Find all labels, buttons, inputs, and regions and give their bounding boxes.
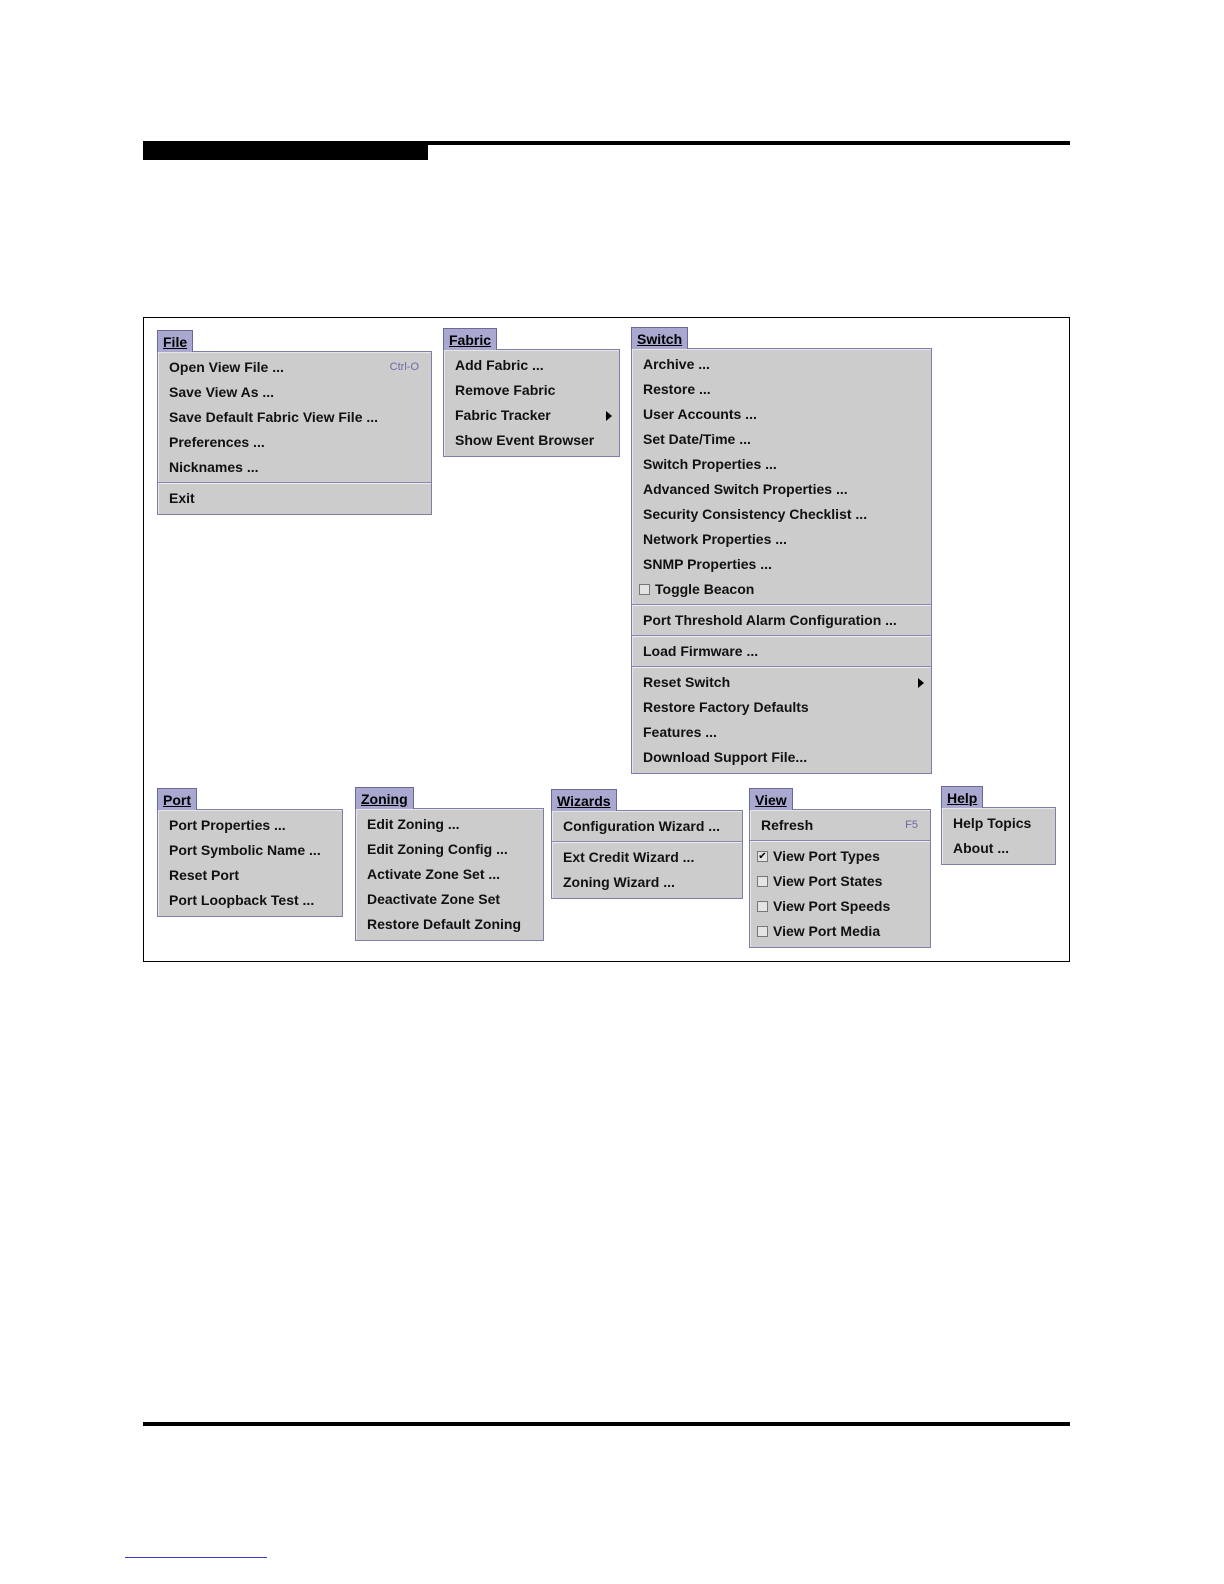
menu-item-label: Remove Fabric [455,382,556,398]
menu-item-archive[interactable] [632,352,931,377]
file-menu [157,330,432,515]
menu-item-ext-credit-wizard[interactable] [552,845,742,870]
menu-item-view-port-types[interactable] [750,844,930,869]
menu-item-label: View Port Types [773,848,880,864]
menu-item-label: Edit Zoning ... [367,816,460,832]
view-menu-panel [749,809,931,948]
menu-item-label: Set Date/Time ... [643,431,751,447]
menu-item-show-event-browser[interactable] [444,428,619,453]
menu-item-preferences[interactable] [158,430,431,455]
fabric-menu-panel [443,349,620,457]
menu-separator [632,604,931,606]
menu-item-toggle-beacon[interactable] [632,577,931,602]
wizards-menu-panel [551,810,743,899]
shortcut-label: F5 [905,819,918,831]
menu-item-port-loopback-test[interactable] [158,888,342,913]
menu-item-label: Show Event Browser [455,432,595,448]
menu-item-label: Restore Factory Defaults [643,699,809,715]
checkbox-icon[interactable] [757,926,768,937]
menu-item-label: Help Topics [953,815,1032,831]
file-menu-panel [157,351,432,515]
zoning-menu-panel [355,808,544,941]
menu-title-help[interactable]: Help [941,786,983,808]
menu-item-label: Restore Default Zoning [367,916,522,932]
menu-item-label: Restore ... [643,381,711,397]
checkbox-icon[interactable] [757,901,768,912]
menu-item-view-port-states[interactable] [750,869,930,894]
menu-item-label: Toggle Beacon [655,581,755,597]
menu-item-label: Port Loopback Test ... [169,892,315,908]
menu-title-zoning[interactable]: Zoning [355,787,414,809]
menu-item-edit-zoning-config[interactable] [356,837,543,862]
zoning-menu [355,787,544,941]
header-tab-bar [143,141,428,160]
menu-item-snmp-properties[interactable] [632,552,931,577]
menu-item-view-port-media[interactable] [750,919,930,944]
menu-title-switch[interactable]: Switch [631,327,688,349]
menu-item-switch-properties[interactable] [632,452,931,477]
menu-item-label: Security Consistency Checklist ... [643,506,868,522]
menu-item-about[interactable] [942,836,1055,861]
menu-item-label: SNMP Properties ... [643,556,772,572]
menu-separator [750,840,930,842]
switch-menu-panel [631,348,932,774]
menu-item-label: Download Support File... [643,749,808,765]
menu-item-port-properties[interactable] [158,813,342,838]
menu-item-label: Deactivate Zone Set [367,891,501,907]
menu-item-exit[interactable] [158,486,431,511]
wizards-menu [551,789,743,899]
menu-title-wizards[interactable]: Wizards [551,789,617,811]
menu-item-label: Port Properties ... [169,817,286,833]
menu-item-label: Features ... [643,724,717,740]
menu-item-label: Port Symbolic Name ... [169,842,321,858]
footer-rule [143,1422,1070,1426]
menu-item-view-port-speeds[interactable] [750,894,930,919]
menu-item-remove-fabric[interactable] [444,378,619,403]
menu-item-activate-zone-set[interactable] [356,862,543,887]
menu-item-configuration-wizard[interactable] [552,814,742,839]
menu-item-port-threshold-alarm-configuration[interactable] [632,608,931,633]
menu-item-edit-zoning[interactable] [356,812,543,837]
menu-item-security-consistency-checklist[interactable] [632,502,931,527]
menu-item-label: User Accounts ... [643,406,757,422]
menu-item-label: Refresh [761,817,814,833]
menu-item-label: Exit [169,490,195,506]
menu-item-network-properties[interactable] [632,527,931,552]
menu-item-label: Advanced Switch Properties ... [643,481,848,497]
switch-menu [631,327,932,774]
menu-item-restore-default-zoning[interactable] [356,912,543,937]
menu-title-file[interactable]: File [157,330,193,352]
menu-separator [632,666,931,668]
menu-item-label: Switch Properties ... [643,456,777,472]
menu-item-port-symbolic-name[interactable] [158,838,342,863]
checkbox-icon[interactable] [639,584,650,595]
menu-item-label: About ... [953,840,1009,856]
menu-item-label: Nicknames ... [169,459,259,475]
menu-separator [552,841,742,843]
menu-item-label: Save Default Fabric View File ... [169,409,379,425]
menu-item-add-fabric[interactable] [444,353,619,378]
fabric-menu [443,328,620,457]
checkbox-icon[interactable] [757,876,768,887]
menu-item-user-accounts[interactable] [632,402,931,427]
menu-title-view[interactable]: View [749,788,793,810]
menu-item-reset-port[interactable] [158,863,342,888]
menu-item-refresh[interactable] [750,813,930,838]
menu-item-label: View Port Media [773,923,881,939]
menu-title-port[interactable]: Port [157,788,197,810]
menu-item-label: Preferences ... [169,434,265,450]
menu-item-restore-factory-defaults[interactable] [632,695,931,720]
menu-item-save-default-fabric-view-file[interactable] [158,405,431,430]
menu-item-restore[interactable] [632,377,931,402]
menu-item-advanced-switch-properties[interactable] [632,477,931,502]
menu-item-label: Edit Zoning Config ... [367,841,508,857]
menu-item-fabric-tracker[interactable] [444,403,619,428]
menu-item-label: Load Firmware ... [643,643,759,659]
menu-item-label: Fabric Tracker [455,407,551,423]
port-menu [157,788,343,917]
arrow-right-icon [606,411,612,421]
menu-item-label: Reset Port [169,867,240,883]
help-menu-panel [941,807,1056,865]
menu-item-features[interactable] [632,720,931,745]
menu-item-download-support-file[interactable] [632,745,931,770]
menu-item-set-date-time[interactable] [632,427,931,452]
menu-item-open-view-file[interactable] [158,355,431,380]
menu-item-label: Save View As ... [169,384,275,400]
menu-item-label: View Port Speeds [773,898,891,914]
menu-item-label: Archive ... [643,356,710,372]
menu-separator [632,635,931,637]
menu-item-label: Add Fabric ... [455,357,544,373]
menu-item-label: Network Properties ... [643,531,787,547]
menu-item-reset-switch[interactable] [632,670,931,695]
help-menu [941,786,1056,865]
footer-link-underline [125,1557,267,1558]
menu-item-label: Open View File ... [169,359,284,375]
menu-item-zoning-wizard[interactable] [552,870,742,895]
menu-title-fabric[interactable]: Fabric [443,328,497,350]
menu-item-label: Reset Switch [643,674,731,690]
port-menu-panel [157,809,343,917]
checked-checkbox-icon[interactable]: ✔ [758,851,767,862]
menu-item-label: Port Threshold Alarm Configuration ... [643,612,897,628]
menu-item-label: Zoning Wizard ... [563,874,675,890]
menu-item-save-view-as[interactable] [158,380,431,405]
menu-item-load-firmware[interactable] [632,639,931,664]
menu-separator [158,482,431,484]
menu-item-help-topics[interactable] [942,811,1055,836]
menu-item-label: Configuration Wizard ... [563,818,720,834]
menu-item-nicknames[interactable] [158,455,431,480]
menu-item-label: Ext Credit Wizard ... [563,849,695,865]
shortcut-label: Ctrl-O [389,361,419,373]
menu-item-label: Activate Zone Set ... [367,866,501,882]
view-menu [749,788,931,948]
arrow-right-icon [918,678,924,688]
menu-item-label: View Port States [773,873,883,889]
menu-item-deactivate-zone-set[interactable] [356,887,543,912]
